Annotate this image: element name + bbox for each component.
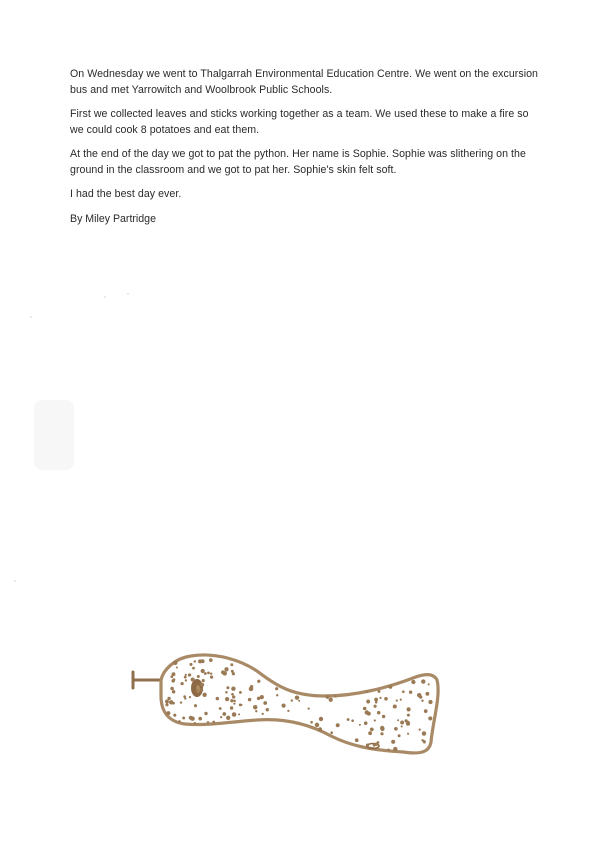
paragraph-4: I had the best day ever. [70,188,182,200]
python-spot [419,695,422,698]
scan-speck [127,293,129,295]
python-spot [263,701,267,705]
python-spot [233,700,235,702]
python-spot [176,666,178,668]
paragraph-2: First we collected leaves and sticks working together as a team. We used these to make a fire so we could cook 8 potatoes and eat them. [70,108,529,136]
python-spot [397,719,399,721]
python-spot [226,686,229,689]
python-spot [366,744,369,747]
python-spot [172,690,176,694]
scan-speck [30,316,32,318]
python-spot [393,704,397,708]
python-spot [230,706,233,709]
python-spot [388,685,392,689]
python-spot [238,713,240,715]
python-spot [355,738,359,742]
python-spot [207,721,209,723]
python-spot [216,697,219,700]
python-spot [222,712,226,716]
python-spot [185,679,187,681]
python-spot [202,679,205,682]
python-spot [310,721,313,724]
python-spot [184,697,186,699]
python-spot [401,725,403,727]
python-spot [189,663,192,666]
python-spot [329,698,333,702]
python-spot [374,719,376,721]
python-spot [182,717,185,720]
python-spot [194,660,196,662]
python-spot [170,687,174,691]
python-spot [373,744,376,747]
python-spot [225,691,228,694]
python-spot [192,667,195,670]
python-spot [165,703,168,706]
python-spot [393,747,397,751]
python-spot [295,695,299,699]
python-spot [291,699,293,701]
python-spot [402,690,405,693]
python-spot [202,693,206,697]
python-spot [378,690,381,693]
python-spot [255,710,257,712]
python-spot [318,727,322,731]
python-spots [165,658,433,751]
python-spot [366,700,370,704]
python-spot [419,728,421,730]
python-tongue [133,672,161,688]
python-spot [359,724,361,726]
paragraph-1: On Wednesday we went to Thalgarrah Environmental Education Centre. We went on the excursion bus and met Yarrowitch and Woolbrook Public Schools. [70,68,538,96]
python-spot [198,717,202,721]
python-spot [411,680,415,684]
python-spot [226,716,230,720]
python-spot [407,707,411,711]
python-spot [239,703,242,706]
python-spot [368,731,372,735]
python-spot [225,697,229,701]
python-spot [384,697,388,701]
python-spot [231,693,234,696]
python-spot [165,700,169,704]
python-spot [204,672,207,675]
python-spot [194,722,196,724]
python-spot [287,710,289,712]
python-spot [200,688,203,691]
python-spot [347,718,350,721]
python-spot [424,709,428,713]
python-spot [260,695,264,699]
python-spot [198,659,202,663]
python-spot [185,674,187,676]
python-spot [232,672,235,675]
python-spot [180,701,182,703]
python-spot [266,708,269,711]
python-spot [210,672,212,674]
python-spot [319,717,323,721]
python-spot [380,732,383,735]
python-spot [425,692,429,696]
python-spot [173,678,176,681]
python-spot [428,700,432,704]
python-spot [363,707,367,711]
python-spot [232,695,235,698]
python-spot [189,716,193,720]
python-spot [421,699,423,701]
python-spot [394,727,398,731]
python-spot [204,712,207,715]
python-spot [196,689,198,691]
python-spot [351,719,354,722]
python-spot [364,721,368,725]
python-spot [366,691,368,693]
python-spot [178,720,181,723]
python-spot [201,669,205,673]
python-spot [422,731,426,735]
python-spot [326,695,330,699]
python-spot [210,675,213,678]
python-spot [200,683,204,687]
python-spot [262,713,264,715]
python-spot [379,697,381,699]
python-spot [169,700,173,704]
python-spot [421,679,425,683]
python-spot [231,687,235,691]
python-spot [207,672,210,675]
python-spot [189,696,191,698]
python-spot [387,748,389,750]
python-spot [406,721,410,725]
python-spot [250,685,253,688]
python-spot [334,695,336,697]
python-spot [167,697,170,700]
python-spot [239,691,242,694]
python-spot [253,705,258,710]
python-spot [180,682,183,685]
python-spot [219,707,222,710]
python-spot [400,699,402,701]
python-spot [220,716,222,718]
python-spot [257,680,260,683]
python-spot [398,734,401,737]
python-spot [276,694,278,696]
python-spot [423,741,426,744]
python-spot [380,726,384,730]
python-spot [421,739,423,741]
python-spot [315,723,319,727]
scan-speck [104,296,106,298]
python-spot [367,712,371,716]
python-spot [275,687,278,690]
python-spot [194,704,197,707]
letter-text [70,67,540,227]
python-spot [233,702,235,704]
scan-speck [34,400,74,470]
python-spot [173,714,176,717]
python-spot [170,675,173,678]
python-spot [222,671,227,676]
python-spot [336,723,340,727]
python-spot [224,667,228,671]
python-spot [428,716,432,720]
scan-speck [14,580,16,582]
python-eye-highlight [196,685,200,693]
python-spot [407,714,410,717]
python-spot [330,731,333,734]
python-spot [374,705,377,708]
python-spot [298,700,300,702]
python-spot [191,677,195,681]
python-spot [197,675,200,678]
python-spot [184,676,187,679]
python-spot [377,711,381,715]
python-spot [282,704,286,708]
python-spot [407,733,409,735]
python-spot [230,699,233,702]
python-spot [391,740,395,744]
python-spot [308,707,310,709]
python-spot [166,711,170,715]
python-spot [396,699,398,701]
python-spot [232,712,237,717]
python-spot [374,698,378,702]
python-spot [212,721,215,724]
python-spot [248,698,251,701]
python-spot [400,721,404,725]
python-spot [375,701,378,704]
python-spot [382,715,385,718]
python-spot [230,663,233,666]
python-drawing [125,650,450,775]
paragraph-3: At the end of the day we got to pat the python. Her name is Sophie. Sophie was slithering on the ground in the classroom and we got to pat her. Sophie's skin felt soft. [70,148,526,176]
python-spot [428,683,430,685]
python-spot [209,658,213,662]
python-spot [173,661,177,665]
python-spot [188,673,191,676]
python-spot [409,691,412,694]
python-spot [370,728,374,732]
byline: By Miley Partridge [70,212,156,225]
